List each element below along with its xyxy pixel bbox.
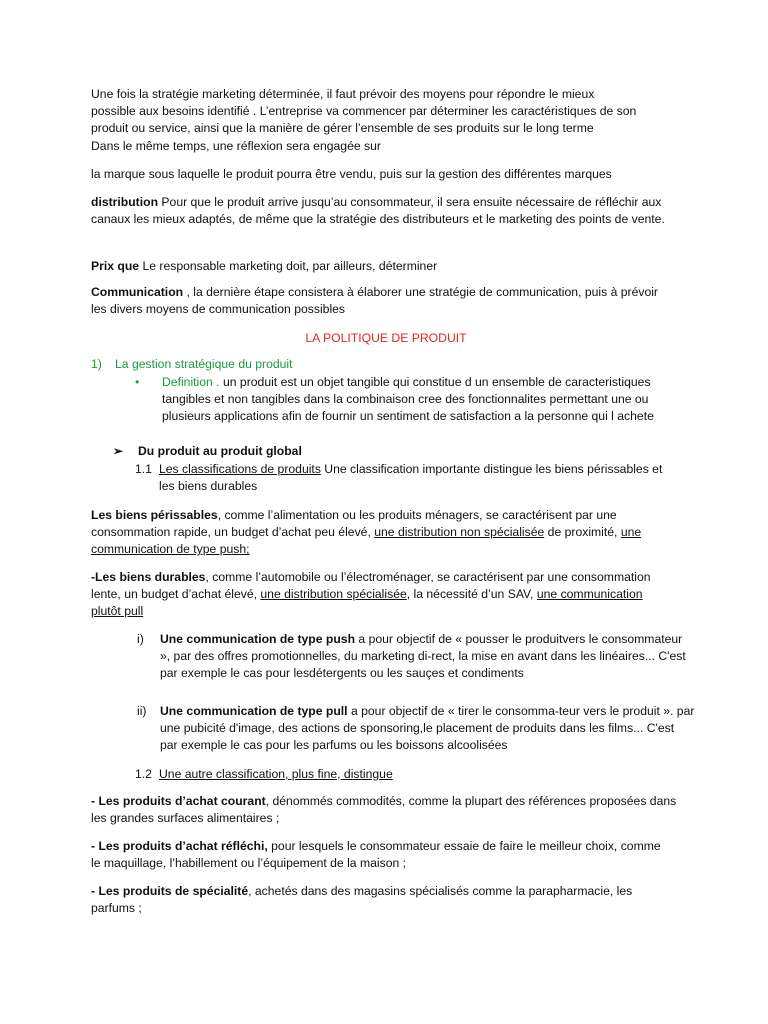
push-lead: Une communication de type push bbox=[160, 632, 356, 646]
pull-item bbox=[91, 703, 695, 755]
perishable-paragraph bbox=[91, 507, 676, 559]
global-product-heading bbox=[91, 443, 698, 460]
pull-number: ii) bbox=[137, 704, 147, 718]
price-paragraph bbox=[91, 258, 681, 275]
classification-1-2 bbox=[91, 766, 679, 783]
classification-1-1-title: Les classifications de produits bbox=[159, 462, 321, 476]
classification-1-1 bbox=[91, 461, 679, 495]
section-1-label: La gestion stratégique du produit bbox=[115, 357, 293, 371]
perishable-communication: une communication de type push; bbox=[91, 525, 642, 557]
durable-text: , comme l’automobile ou l’électroménager, se caractérisent par une consommation lente, un budget d’achat élevé, bbox=[91, 570, 651, 602]
brand-paragraph: la marque sous laquelle le produit pourra être vendu, puis sur la gestion des différentes marques bbox=[91, 167, 612, 181]
perishable-lead: Les biens périssables bbox=[91, 508, 218, 522]
section-1-number: 1) bbox=[91, 357, 102, 371]
intro-line-2: possible aux besoins identifié . L’entreprise va commencer par déterminer les caractéristiques de son bbox=[91, 104, 637, 119]
durable-distribution: une distribution spécialisée bbox=[260, 587, 407, 602]
price-lead: Prix que bbox=[91, 259, 140, 273]
distribution-text: Pour que le produit arrive jusqu’au consommateur, il sera ensuite nécessaire de réfléchir aux canaux les mieux adaptés, de même que la stratégie des distributeurs et le marketing des points de vente. bbox=[91, 195, 665, 227]
classification-1-2-number: 1.2 bbox=[135, 767, 152, 781]
communication-text: , la dernière étape consistera à élaborer une stratégie de communication, puis à prévoir les divers moyens de communication possibles bbox=[91, 285, 658, 317]
considered-products-paragraph bbox=[91, 838, 671, 872]
considered-products-text: pour lesquels le consommateur essaie de faire le meilleur choix, comme le maquillage, l’habillement ou l’équipement de la maison ; bbox=[91, 839, 661, 871]
definition-text: un produit est un objet tangible qui constitue d un ensemble de caracteristiques tangibles et non tangibles dans la combinaison cree des fonctionnalites permettant une ou plusieurs applications afin de fournir un sentiment de satisfaction a la personne qui l achete bbox=[162, 375, 654, 424]
pull-text: a pour objectif de « tirer le consomma-teur vers le produit ». par une pubicité d'image, des actions de sponsoring,le placement de produits dans les films... C'est par exemple le cas pour les parfums ou les boissons alcoolisées bbox=[160, 704, 695, 753]
considered-products-lead: - Les produits d’achat réfléchi, bbox=[91, 839, 268, 853]
durable-lead: -Les biens durables bbox=[91, 570, 206, 584]
current-products-paragraph bbox=[91, 793, 681, 827]
pull-lead: Une communication de type pull bbox=[160, 704, 348, 718]
push-number: i) bbox=[137, 632, 144, 646]
section-title: LA POLITIQUE DE PRODUIT bbox=[305, 331, 467, 345]
intro-paragraph bbox=[91, 86, 691, 155]
push-text: a pour objectif de « pousser le produitvers le consommateur », par des offres promotionnelles, du marketing di-rect, la mise en avant dans les linéaires... C'est par exemple le cas pour lesdétergents ou les sauçes et condiments bbox=[160, 632, 686, 681]
arrow-icon: ➢ bbox=[113, 444, 124, 458]
specialty-products-paragraph bbox=[91, 883, 666, 917]
distribution-paragraph bbox=[91, 194, 676, 228]
push-item bbox=[91, 631, 695, 683]
classification-1-2-title: Une autre classification, plus fine, distingue bbox=[159, 767, 393, 781]
durable-communication: une communication plutôt pull bbox=[91, 587, 643, 619]
communication-paragraph bbox=[91, 284, 663, 318]
definition-lead: Definition . bbox=[162, 375, 220, 389]
definition-item bbox=[91, 374, 687, 426]
durable-paragraph bbox=[91, 569, 671, 621]
section-1-heading bbox=[91, 356, 705, 373]
global-product-label: Du produit au produit global bbox=[138, 444, 302, 458]
current-products-lead: - Les produits d’achat courant bbox=[91, 794, 266, 808]
classification-1-1-number: 1.1 bbox=[135, 462, 152, 476]
perishable-text-2: de proximité, bbox=[544, 525, 621, 540]
intro-line-3: produit ou service, ainsi que la manière de gérer l’ensemble de ses produits sur le long terme bbox=[91, 121, 594, 136]
current-products-text: , dénommés commodités, comme la plupart des références proposées dans les grandes surfaces alimentaires ; bbox=[91, 794, 677, 826]
perishable-text: , comme l’alimentation ou les produits ménagers, se caractérisent par une consommation rapide, un budget d’achat peu élevé, bbox=[91, 508, 617, 540]
specialty-products-lead: - Les produits de spécialité bbox=[91, 884, 249, 898]
perishable-distribution: une distribution non spécialisée bbox=[374, 525, 545, 540]
communication-lead: Communication bbox=[91, 285, 184, 299]
intro-line-4: Dans le même temps, une réflexion sera engagée sur bbox=[91, 138, 381, 153]
distribution-lead: distribution bbox=[91, 195, 159, 209]
intro-line-1: Une fois la stratégie marketing déterminée, il faut prévoir des moyens pour répondre le mieux bbox=[91, 87, 595, 101]
price-text: Le responsable marketing doit, par ailleurs, déterminer bbox=[139, 259, 438, 273]
classification-1-1-text: Une classification importante distingue les biens périssables et les biens durables bbox=[159, 462, 663, 494]
specialty-products-text: , achetés dans des magasins spécialisés comme la parapharmacie, les parfums ; bbox=[91, 884, 633, 916]
bullet-icon: • bbox=[135, 375, 140, 389]
durable-text-2: , la nécessité d’un SAV, bbox=[406, 587, 537, 602]
